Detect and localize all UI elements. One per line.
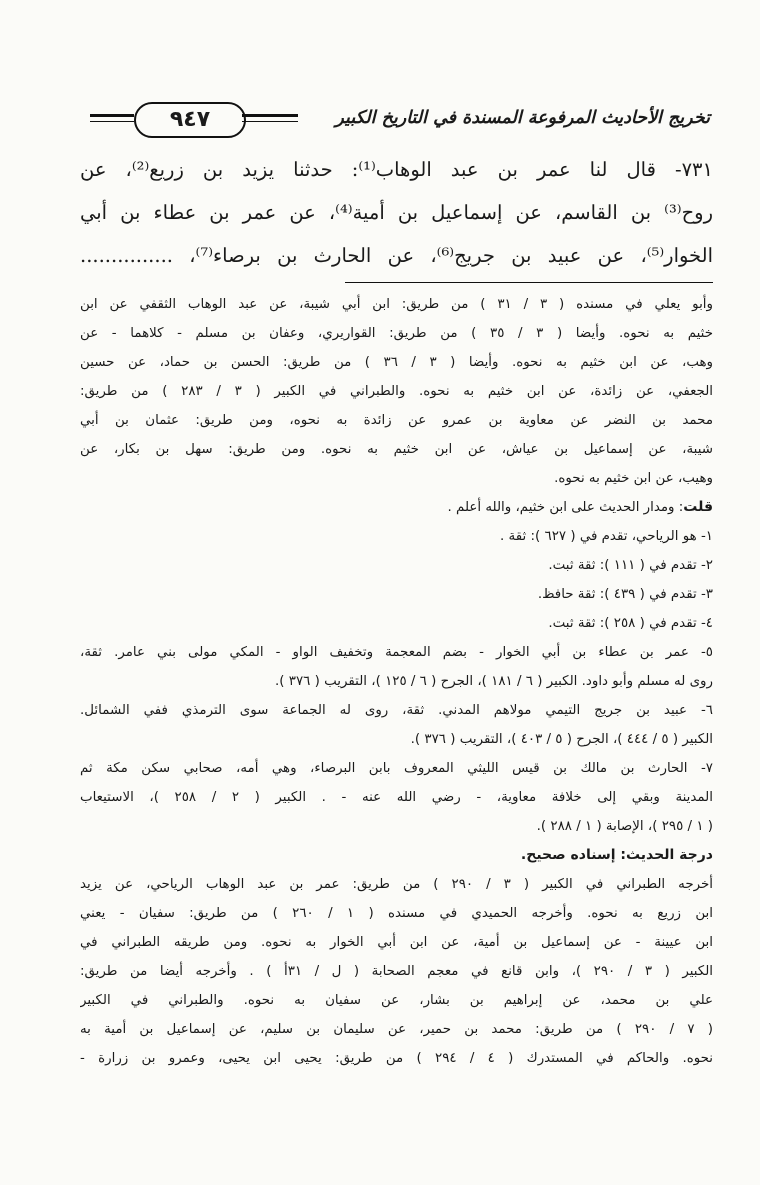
- grade-text: : إسناده صحيح.: [520, 847, 626, 863]
- qultu-label: قلت: [683, 499, 713, 515]
- narrator-note: ١- هو الرياحي، تقدم في ( ٦٢٧ ): ثقة .: [500, 529, 713, 544]
- hadith-text: [80, 148, 713, 277]
- footnote-divider: [345, 282, 713, 283]
- header-rule-left-thin: [90, 121, 134, 122]
- qultu-note: [80, 493, 713, 522]
- hadith-grade: [80, 841, 713, 870]
- footnote-line: محمد بن النضر عن معاوية بن عمرو عن زائدة به نحوه، ومن طريق: عثمان بن أبي: [80, 413, 713, 428]
- takhrij-line: ( ٧ / ٢٩٠ ) من طريق: محمد بن حمير، عن سليمان بن سليم، عن إسماعيل بن أمية به: [80, 1022, 713, 1037]
- running-title: تخريج الأحاديث المرفوعة المسندة في التاريخ الكبير: [335, 108, 710, 128]
- takhrij-line: ابن عيينة - عن إسماعيل بن أمية، عن ابن أبي الخوار به نحوه. ومن طريقه الطبراني في: [80, 935, 713, 950]
- takhrij-line: نحوه. والحاكم في المستدرك ( ٤ / ٢٩٤ ) من طريق: يحيى ابن يحيى، وعمرو بن زرارة -: [80, 1051, 713, 1066]
- takhrij-line: علي بن محمد، عن إبراهيم بن بشار، عن سفيان به نحوه. والطبراني في الكبير: [80, 993, 713, 1008]
- narrator-note-cont: الكبير ( ٥ / ٤٤٤ )، الجرح ( ٥ / ٤٠٣ )، التقريب ( ٣٧٦ ).: [410, 732, 713, 747]
- header-rule-middle-thin: [242, 121, 298, 122]
- header-rule-middle: [242, 114, 298, 117]
- footnote-line: وأبو يعلي في مسنده ( ٣ / ٣١ ) من طريق: ابن أبي شيبة، عن عبد الوهاب الثقفي عن ابن: [80, 297, 713, 312]
- footnote-line: الجعفي، عن زائدة، عن ابن خثيم به نحوه. والطبراني في الكبير ( ٣ / ٢٨٣ ) من طريق:: [80, 384, 713, 399]
- narrator-note-cont: ( ١ / ٢٩٥ )، الإصابة ( ١ / ٢٨٨ ).: [536, 819, 713, 834]
- takhrij-line: ابن زريع به نحوه. وأخرجه الحميدي في مسنده ( ١ / ٢٦٠ ) من طريق: سفيان - يعني: [80, 906, 713, 921]
- header-rule-left: [90, 114, 134, 117]
- narrator-note: ٤- تقدم في ( ٢٥٨ ): ثقة ثبت.: [548, 616, 713, 631]
- narrator-note-cont: المدينة وبقي إلى خلافة معاوية، - رضي الله عنه - . الكبير ( ٢ / ٢٥٨ )، الاستيعاب: [80, 790, 713, 805]
- narrator-note: ٧- الحارث بن مالك بن قيس الليثي المعروف بابن البرصاء، وهي أمه، صحابي سكن مكة ثم: [80, 761, 713, 776]
- hadith-line: ٧٣١- قال لنا عمر بن عبد الوهاب⁽¹⁾: حدثنا يزيد بن زريع⁽²⁾، عن: [80, 158, 713, 181]
- grade-label: درجة الحديث: [625, 847, 713, 863]
- hadith-line: روح⁽³⁾ بن القاسم، عن إسماعيل بن أمية⁽⁴⁾، عن عمر بن عطاء بن أبي: [80, 201, 713, 224]
- page-header: [90, 98, 710, 142]
- narrator-note: ٢- تقدم في ( ١١١ ): ثقة ثبت.: [548, 558, 713, 573]
- takhrij-line: الكبير ( ٣ / ٢٩٠ )، وابن قانع في معجم الصحابة ( ل / ٣١أ ) . وأخرجه أيضا من طريق:: [80, 964, 713, 979]
- footnote-line: شيبة، عن إسماعيل بن عياش، عن ابن خثيم به نحوه. ومن طريق: سهل بن بكار، عن: [80, 442, 713, 457]
- narrator-note: ٥- عمر بن عطاء بن أبي الخوار - بضم المعجمة وتخفيف الواو - المكي مولى بني عامر. ثقة،: [80, 645, 713, 660]
- hadith-line: الخوار⁽⁵⁾، عن عبيد بن جريج⁽⁶⁾، عن الحارث بن برصاء⁽⁷⁾، ...............: [80, 244, 713, 267]
- footnotes: [80, 290, 713, 1073]
- footnote-line: خثيم به نحوه. وأيضا ( ٣ / ٣٥ ) من طريق: القواريري، وعفان بن مسلم - كلاهما - عن: [80, 326, 713, 341]
- narrator-note-cont: روى له مسلم وأبو داود. الكبير ( ٦ / ١٨١ )، الجرح ( ٦ / ١٢٥ )، التقريب ( ٣٧٦ ).: [275, 674, 713, 689]
- footnote-line: وهيب، عن ابن خثيم به نحوه.: [554, 471, 713, 486]
- page-number: ٩٤٧: [134, 102, 246, 138]
- narrator-note: ٦- عبيد بن جريج التيمي مولاهم المدني. ثقة، روى له الجماعة سوى الترمذي ففي الشمائل.: [80, 703, 713, 718]
- takhrij-line: أخرجه الطبراني في الكبير ( ٣ / ٢٩٠ ) من طريق: عمر بن عبد الوهاب الرياحي، عن يزيد: [80, 877, 713, 892]
- qultu-text: : ومدار الحديث على ابن خثيم، والله أعلم .: [447, 500, 684, 515]
- footnote-line: وهب، عن ابن خثيم به نحوه. وأيضا ( ٣ / ٣٦ ) من طريق: الحسن بن حماد، عن حسين: [80, 355, 713, 370]
- narrator-note: ٣- تقدم في ( ٤٣٩ ): ثقة حافظ.: [537, 587, 713, 602]
